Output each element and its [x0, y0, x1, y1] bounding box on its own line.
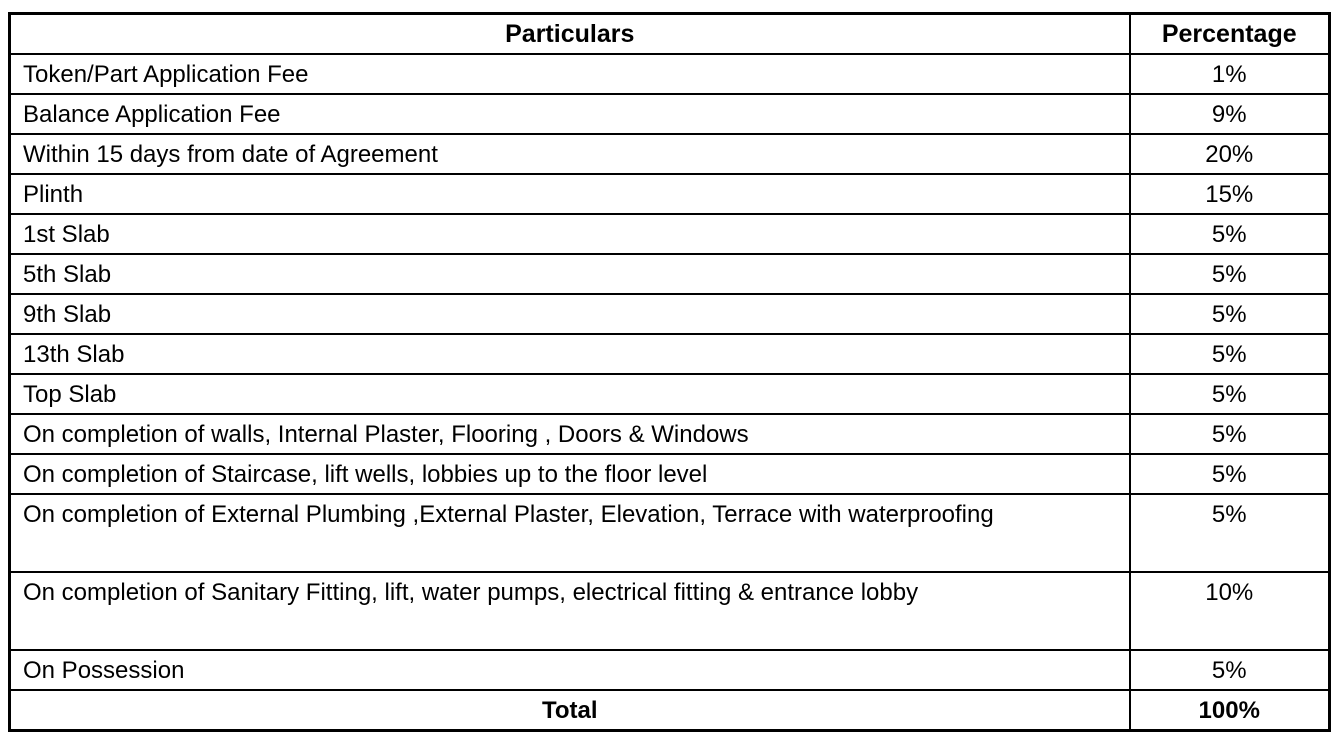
- percentage-cell: 5%: [1130, 294, 1330, 334]
- percentage-cell: 5%: [1130, 650, 1330, 690]
- table-row: [10, 374, 1330, 414]
- particulars-cell: 5th Slab: [10, 254, 1130, 294]
- particulars-cell: On completion of External Plumbing ,External Plaster, Elevation, Terrace with waterproofing: [10, 494, 1130, 572]
- header-row: [10, 14, 1330, 55]
- particulars-cell: On completion of Sanitary Fitting, lift, water pumps, electrical fitting & entrance lobby: [10, 572, 1130, 650]
- table-row: [10, 650, 1330, 690]
- payment-schedule-table: [8, 12, 1331, 732]
- table-row: [10, 454, 1330, 494]
- particulars-cell: 1st Slab: [10, 214, 1130, 254]
- particulars-cell: 9th Slab: [10, 294, 1130, 334]
- percentage-cell: 5%: [1130, 454, 1330, 494]
- particulars-cell: On completion of walls, Internal Plaster, Flooring , Doors & Windows: [10, 414, 1130, 454]
- particulars-cell: On completion of Staircase, lift wells, lobbies up to the floor level: [10, 454, 1130, 494]
- total-label-cell: Total: [10, 690, 1130, 731]
- percentage-cell: 10%: [1130, 572, 1330, 650]
- table-row: [10, 94, 1330, 134]
- table-row: [10, 54, 1330, 94]
- table-row: [10, 334, 1330, 374]
- particulars-cell: Balance Application Fee: [10, 94, 1130, 134]
- percentage-cell: 5%: [1130, 254, 1330, 294]
- percentage-cell: 9%: [1130, 94, 1330, 134]
- particulars-cell: On Possession: [10, 650, 1130, 690]
- table-row: [10, 254, 1330, 294]
- particulars-cell: Top Slab: [10, 374, 1130, 414]
- particulars-cell: Token/Part Application Fee: [10, 54, 1130, 94]
- table-row: [10, 294, 1330, 334]
- particulars-cell: Within 15 days from date of Agreement: [10, 134, 1130, 174]
- percentage-column-header: Percentage: [1130, 14, 1330, 55]
- table-row: [10, 174, 1330, 214]
- table-row: [10, 494, 1330, 572]
- table-row: [10, 214, 1330, 254]
- percentage-cell: 5%: [1130, 214, 1330, 254]
- table-row: [10, 134, 1330, 174]
- percentage-cell: 5%: [1130, 414, 1330, 454]
- percentage-cell: 1%: [1130, 54, 1330, 94]
- percentage-cell: 5%: [1130, 494, 1330, 572]
- percentage-cell: 5%: [1130, 334, 1330, 374]
- table-row: [10, 414, 1330, 454]
- particulars-column-header: Particulars: [10, 14, 1130, 55]
- percentage-cell: 15%: [1130, 174, 1330, 214]
- total-row: [10, 690, 1330, 731]
- percentage-cell: 5%: [1130, 374, 1330, 414]
- particulars-cell: Plinth: [10, 174, 1130, 214]
- particulars-cell: 13th Slab: [10, 334, 1130, 374]
- percentage-cell: 20%: [1130, 134, 1330, 174]
- table-row: [10, 572, 1330, 650]
- total-percentage-cell: 100%: [1130, 690, 1330, 731]
